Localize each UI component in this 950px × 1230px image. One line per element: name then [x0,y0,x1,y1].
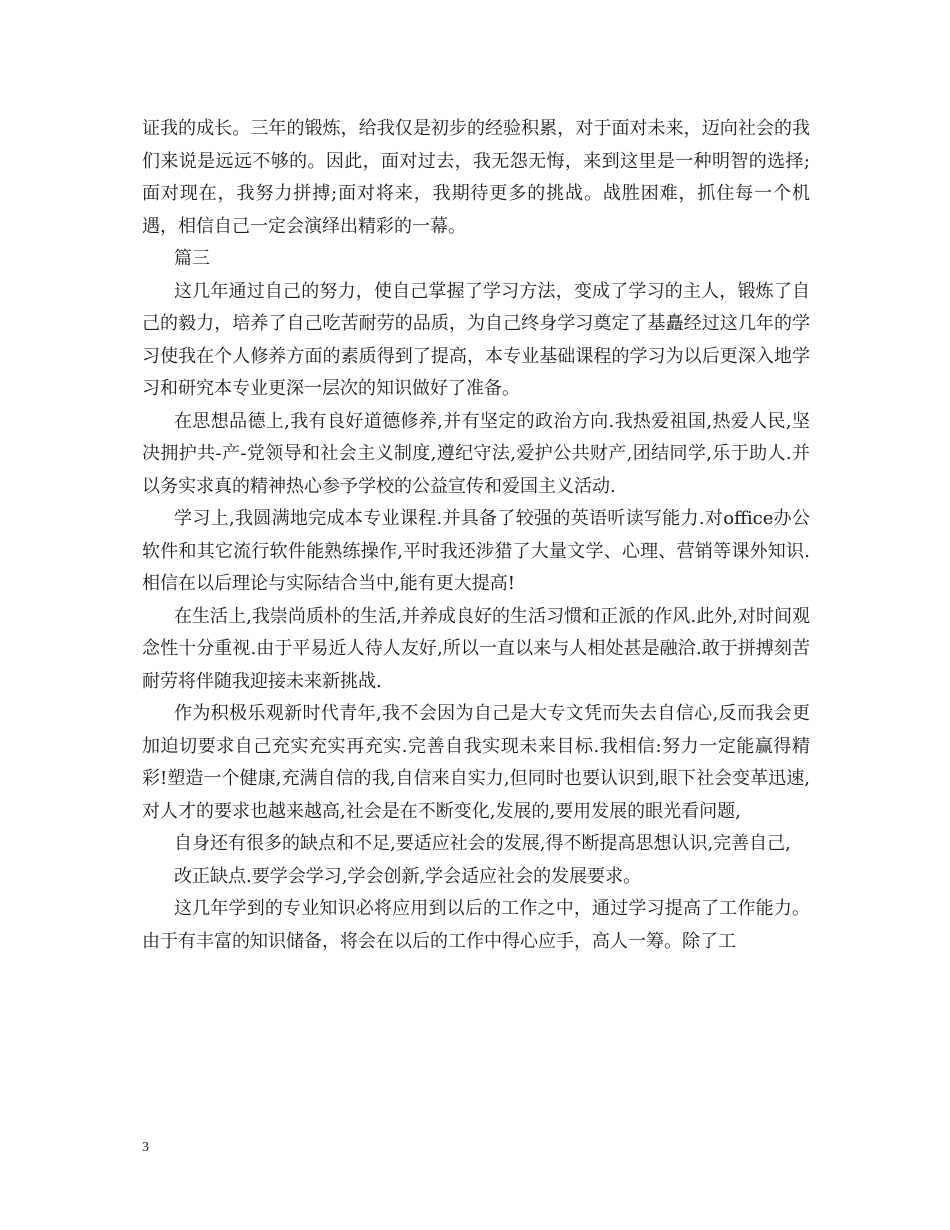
body-text [142,113,810,958]
paragraph-knowledge: 这几年学到的专业知识必将应用到以后的工作之中，通过学习提高了工作能力。由于有丰富的知识储备，将会在以后的工作中得心应手，高人一筹。除了工 [142,898,810,952]
paragraph-learning: 学习上,我圆满地完成本专业课程.并具备了较强的英语听读写能力.对office办公软件和其它流行软件能熟练操作,平时我还涉猎了大量文学、心理、营销等课外知识.相信在以后理论与实际结合当中,能有更大提高! [142,508,810,594]
paragraph-study-method: 这几年通过自己的努力，使自己掌握了学习方法，变成了学习的主人，锻炼了自己的毅力，培养了自己吃苦耐劳的品质，为自己终身学习奠定了基矗经过这几年的学习使我在个人修养方面的素质得到了提高，本专业基础课程的学习为以后更深入地学习和研究本专业更深一层次的知识做好了准备。 [142,280,810,399]
paragraph-shortcomings: 自身还有很多的缺点和不足,要适应社会的发展,得不断提高思想认识,完善自己, [174,833,791,854]
paragraph-improve: 改正缺点.要学会学习,学会创新,学会适应社会的发展要求。 [174,865,642,887]
paragraph-youth: 作为积极乐观新时代青年,我不会因为自己是大专文凭而失去自信心,反而我会更加迫切要求自己充实充实再充实.完善自我实现未来目标.我相信:努力一定能赢得精彩!塑造一个健康,充满自信的我,自信来自实力,但同时也要认识到,眼下社会变革迅速,对人才的要求也越来越高,社会是在不断变化,发展的,要用发展的眼光看问题, [142,703,810,822]
paragraph-moral: 在思想品德上,我有良好道德修养,并有坚定的政治方向.我热爱祖国,热爱人民,坚决拥护共-产-党领导和社会主义制度,遵纪守法,爱护公共财产,团结同学,乐于助人.并以务实求真的精神热心参予学校的公益宣传和爱国主义活动. [142,410,810,497]
page-number: 3 [142,1140,149,1155]
paragraph-life: 在生活上,我崇尚质朴的生活,并养成良好的生活习惯和正派的作风.此外,对时间观念性十分重视.由于平易近人待人友好,所以一直以来与人相处甚是融洽.敢于拼搏刻苦耐劳将伴随我迎接未来新挑战. [142,605,810,692]
section-heading: 篇三 [174,248,210,269]
paragraph-continuation: 证我的成长。三年的锻炼，给我仅是初步的经验积累，对于面对未来，迈向社会的我们来说是远远不够的。因此，面对过去，我无怨无悔，来到这里是一种明智的选择;面对现在，我努力拼搏;面对将来，我期待更多的挑战。战胜困难，抓住每一个机遇，相信自己一定会演绎出精彩的一幕。 [142,118,810,237]
